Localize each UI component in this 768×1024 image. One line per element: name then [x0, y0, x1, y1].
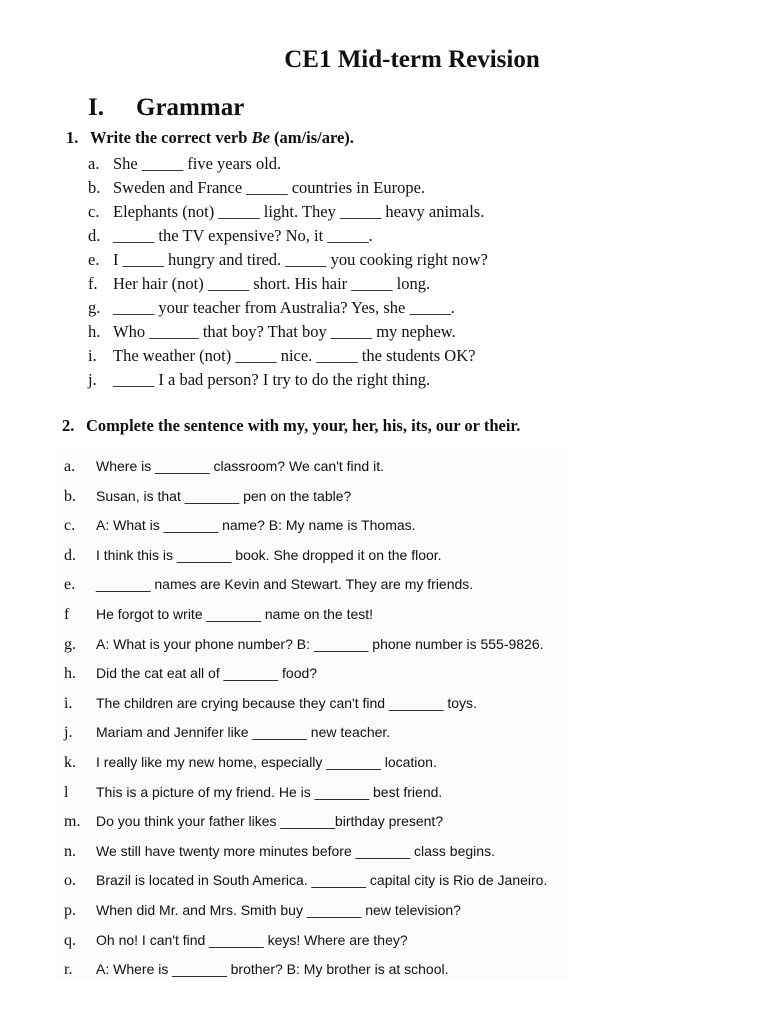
question-2-number: 2. — [62, 416, 75, 435]
exercise-item — [88, 344, 488, 368]
exercise-item — [88, 176, 488, 200]
item-label: b. — [88, 178, 101, 197]
exercise-item — [88, 272, 488, 296]
exercise-item — [64, 867, 547, 897]
item-text: Brazil is located in South America. _______ capital city is Rio de Janeiro. — [96, 872, 548, 889]
exercise-item — [88, 296, 488, 320]
item-label: i. — [88, 346, 97, 365]
item-text: _____ your teacher from Australia? Yes, she _____. — [113, 298, 455, 317]
section-heading — [88, 94, 244, 122]
item-text: The children are crying because they can't find _______ toys. — [96, 694, 477, 711]
item-label: g. — [88, 298, 101, 317]
exercise-item — [64, 601, 547, 631]
exercise-item — [88, 368, 488, 392]
item-label: d. — [64, 546, 76, 564]
item-label: h. — [88, 322, 101, 341]
item-text: Do you think your father likes _______birthday present? — [96, 813, 444, 830]
page-title: CE1 Mid-term Revision — [284, 46, 540, 73]
item-text: This is a picture of my friend. He is _______ best friend. — [96, 783, 443, 800]
item-text: Susan, is that _______ pen on the table? — [96, 487, 352, 504]
question-1-heading-em: Be — [251, 128, 270, 147]
item-label: n. — [64, 842, 76, 860]
exercise-item — [64, 542, 547, 572]
item-label: g. — [64, 635, 76, 653]
item-label: j. — [64, 724, 73, 742]
exercise-item — [88, 224, 488, 248]
exercise-item — [64, 956, 547, 986]
exercise-item — [88, 248, 488, 272]
item-label: k. — [64, 753, 76, 771]
item-label: m. — [64, 813, 81, 831]
item-text: _____ I a bad person? I try to do the right thing. — [113, 370, 431, 389]
exercise-item — [64, 749, 547, 779]
question-2-list — [64, 453, 547, 986]
exercise-item — [64, 897, 547, 927]
item-label: l — [64, 783, 69, 801]
item-text: _____ the TV expensive? No, it _____. — [113, 226, 373, 245]
item-label: a. — [64, 458, 76, 475]
item-text: Who ______ that boy? That boy _____ my nephew. — [113, 322, 456, 341]
item-text: Mariam and Jennifer like _______ new teacher. — [96, 724, 391, 741]
exercise-item — [64, 927, 547, 957]
item-text: She _____ five years old. — [113, 154, 282, 173]
exercise-item — [64, 571, 547, 601]
item-label: f — [64, 605, 70, 623]
item-label: c. — [88, 202, 100, 221]
item-text: A: What is your phone number? B: _______ phone number is 555-9826. — [96, 635, 544, 652]
item-text: _______ names are Kevin and Stewart. They are my friends. — [96, 576, 474, 593]
item-label: o. — [64, 872, 76, 890]
item-text: He forgot to write _______ name on the test! — [96, 605, 374, 622]
item-text: When did Mr. and Mrs. Smith buy _______ new television? — [96, 901, 461, 918]
exercise-item — [88, 152, 488, 176]
item-text: I _____ hungry and tired. _____ you cooking right now? — [113, 250, 488, 269]
item-text: We still have twenty more minutes before _______ class begins. — [96, 842, 495, 859]
item-label: b. — [64, 487, 76, 505]
item-text: Oh no! I can't find _______ keys! Where are they? — [96, 931, 408, 948]
question-1-heading-post: (am/is/are). — [269, 128, 354, 147]
question-2-heading — [62, 416, 520, 436]
item-text: Elephants (not) _____ light. They _____ heavy animals. — [113, 202, 485, 221]
exercise-item — [64, 453, 547, 483]
item-text: A: Where is _______ brother? B: My brother is at school. — [96, 961, 449, 978]
exercise-item — [64, 631, 547, 661]
exercise-item — [64, 838, 547, 868]
item-label: r. — [64, 961, 73, 979]
exercise-item — [88, 200, 488, 224]
section-name: Grammar — [136, 94, 245, 121]
exercise-item — [64, 483, 547, 513]
question-1-heading — [66, 128, 354, 148]
item-label: p. — [64, 901, 76, 919]
item-text: Sweden and France _____ countries in Europe. — [113, 178, 426, 197]
item-label: e. — [88, 250, 100, 269]
exercise-item — [64, 690, 547, 720]
item-text: Did the cat eat all of _______ food? — [96, 665, 318, 682]
item-text: I really like my new home, especially _______ location. — [96, 753, 437, 770]
exercise-item — [64, 779, 547, 809]
item-text: Where is _______ classroom? We can't find it. — [96, 458, 384, 474]
item-label: h. — [64, 665, 76, 683]
item-label: c. — [64, 517, 76, 535]
item-text: I think this is _______ book. She dropped it on the floor. — [96, 546, 442, 563]
exercise-item — [64, 660, 547, 690]
item-text: A: What is _______ name? B: My name is Thomas. — [96, 517, 416, 534]
item-text: Her hair (not) _____ short. His hair _____ long. — [113, 274, 431, 293]
question-2-heading-text: Complete the sentence with my, your, her, his, its, our or their. — [86, 416, 521, 435]
question-1-heading-pre: Write the correct verb — [90, 128, 252, 147]
exercise-item — [64, 719, 547, 749]
item-label: a. — [88, 154, 100, 173]
item-label: i. — [64, 694, 73, 712]
section-number: I. — [88, 94, 104, 121]
exercise-item — [88, 320, 488, 344]
question-1-number: 1. — [66, 128, 79, 147]
exercise-item — [64, 512, 547, 542]
item-label: f. — [88, 274, 98, 293]
item-text: The weather (not) _____ nice. _____ the students OK? — [113, 346, 476, 365]
item-label: d. — [88, 226, 101, 245]
item-label: j. — [88, 370, 97, 389]
item-label: q. — [64, 931, 76, 949]
item-label: e. — [64, 576, 76, 594]
question-1-list — [88, 152, 488, 392]
exercise-item — [64, 808, 547, 838]
